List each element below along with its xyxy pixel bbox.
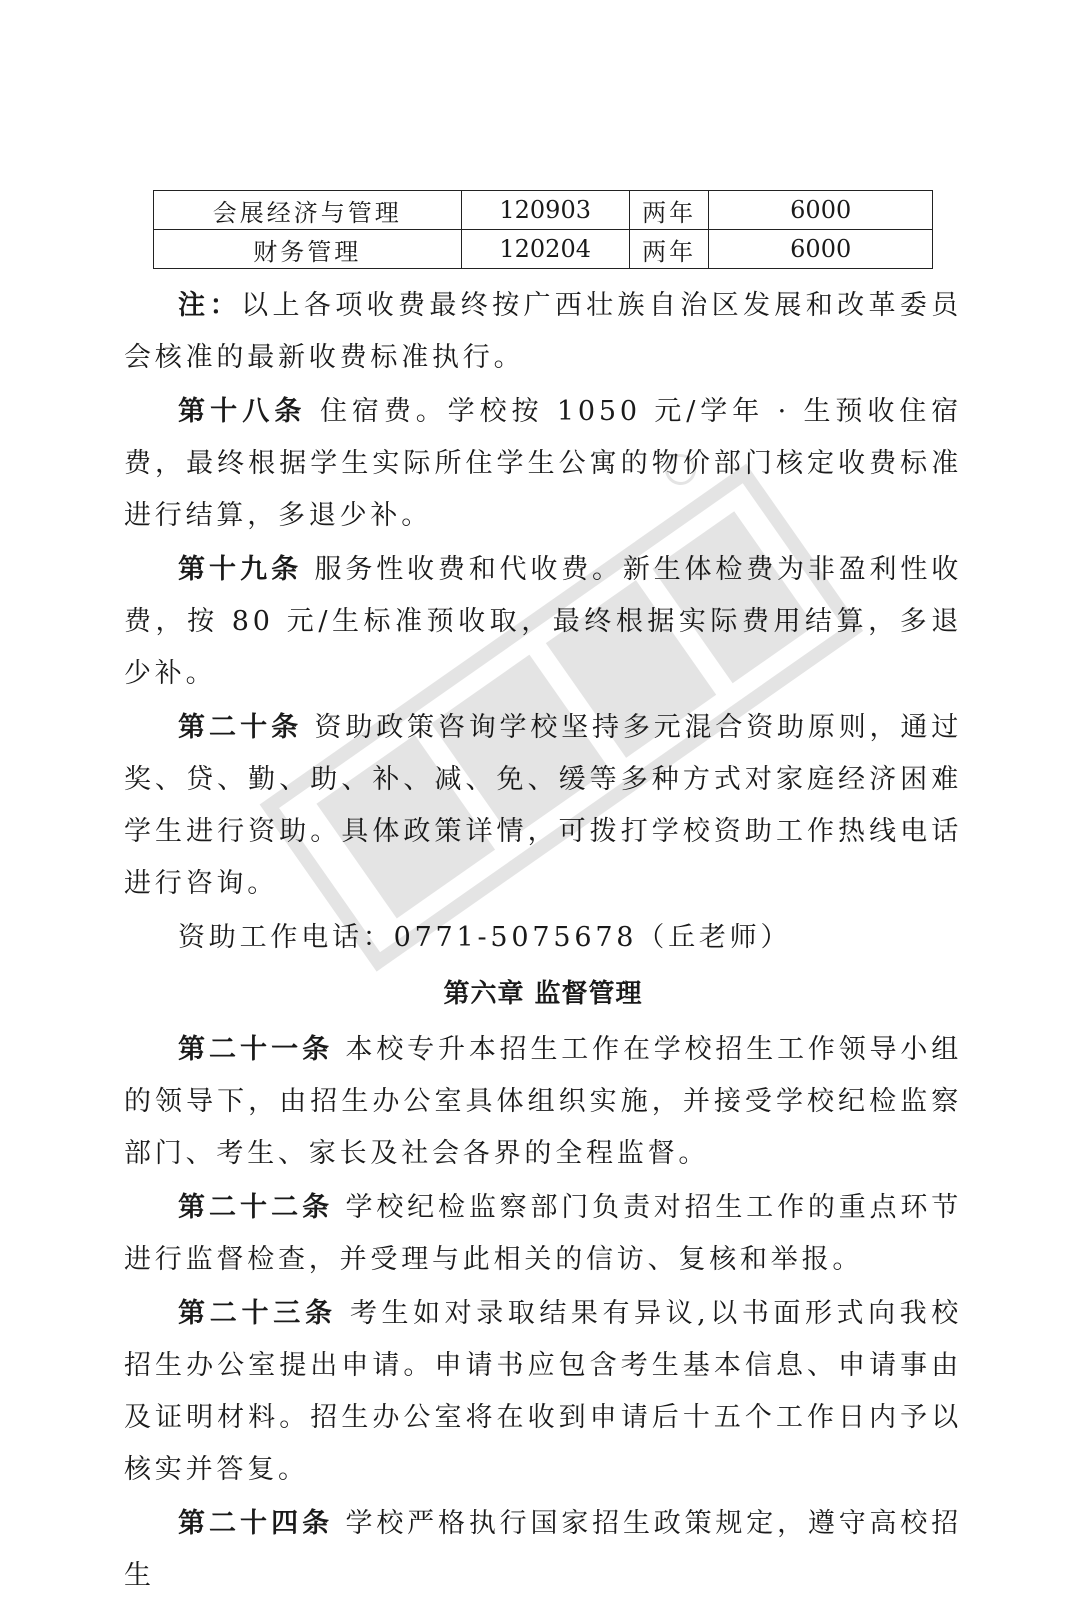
article-23	[124, 1288, 962, 1496]
major-cell: 会展经济与管理	[154, 191, 462, 230]
article-18	[124, 386, 962, 542]
article-21-text: 本校专升本招生工作在学校招生工作领导小组的领导下，由招生办公室具体组织实施，并接受学校纪检监察部门、考生、家长及社会各界的全程监督。	[124, 1034, 962, 1169]
article-21-label: 第二十一条	[178, 1034, 334, 1065]
article-20-label: 第二十条	[178, 712, 303, 743]
article-19-label: 第十九条	[178, 554, 303, 585]
document-body	[124, 280, 962, 1604]
fee-table	[153, 190, 933, 269]
fee-cell: 6000	[709, 230, 933, 269]
article-22	[124, 1182, 962, 1286]
duration-cell: 两年	[629, 191, 709, 230]
note-paragraph	[124, 280, 962, 384]
article-18-label: 第十八条	[178, 396, 307, 427]
chapter-title: 第六章 监督管理	[443, 979, 643, 1009]
article-24-label: 第二十四条	[178, 1508, 334, 1539]
article-21	[124, 1024, 962, 1180]
article-19	[124, 544, 962, 700]
note-text: 以上各项收费最终按广西壮族自治区发展和改革委员会核准的最新收费标准执行。	[124, 290, 963, 373]
phone-line: 资助工作电话：0771-5075678（丘老师）	[178, 922, 792, 953]
table-row	[154, 191, 933, 230]
article-20-text: 资助政策咨询学校坚持多元混合资助原则，通过奖、贷、勤、助、补、减、免、缓等多种方式对家庭经济困难学生进行资助。具体政策详情，可拨打学校资助工作热线电话进行咨询。	[124, 712, 963, 899]
article-20	[124, 702, 962, 910]
note-label: 注：	[178, 290, 242, 321]
article-22-text: 学校纪检监察部门负责对招生工作的重点环节进行监督检查，并受理与此相关的信访、复核和举报。	[124, 1192, 962, 1275]
article-22-label: 第二十二条	[178, 1192, 334, 1223]
code-cell: 120204	[461, 230, 629, 269]
table-row	[154, 230, 933, 269]
article-23-label: 第二十三条	[178, 1298, 337, 1329]
article-19-text: 服务性收费和代收费。新生体检费为非盈利性收费，按 80 元/生标准预收取，最终根据实际费用结算，多退少补。	[124, 554, 963, 689]
code-cell: 120903	[461, 191, 629, 230]
duration-cell: 两年	[629, 230, 709, 269]
major-cell: 财务管理	[154, 230, 462, 269]
article-24	[124, 1498, 962, 1602]
article-23-text: 考生如对录取结果有异议,以书面形式向我校招生办公室提出申请。申请书应包含考生基本信息、申请事由及证明材料。招生办公室将在收到申请后十五个工作日内予以核实并答复。	[124, 1298, 963, 1485]
fee-cell: 6000	[709, 191, 933, 230]
article-18-text: 住宿费。学校按 1050 元/学年 · 生预收住宿费，最终根据学生实际所住学生公寓的物价部门核定收费标准进行结算，多退少补。	[124, 396, 962, 531]
article-24-text: 学校严格执行国家招生政策规定，遵守高校招生	[124, 1508, 962, 1591]
